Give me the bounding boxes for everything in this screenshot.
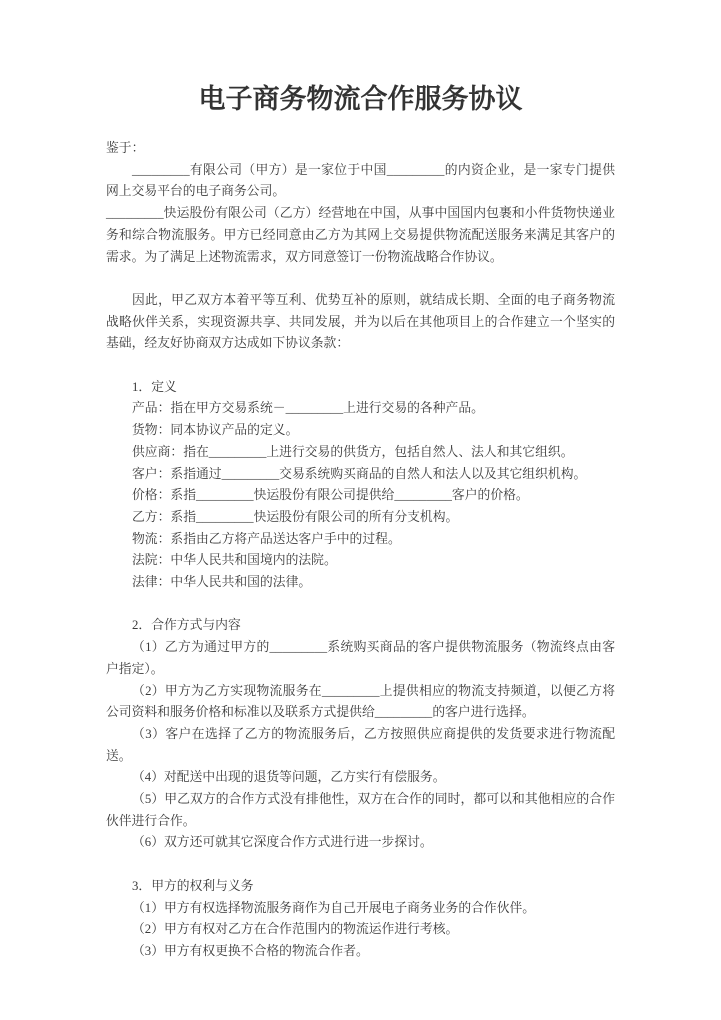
- preamble-whereas: 鉴于：: [106, 141, 145, 155]
- section-2-item: （5）甲乙双方的合作方式没有排他性，双方在合作的同时，都可以和其他相应的合作伙伴进行合作。: [106, 792, 615, 828]
- section-2-item: （4）对配送中出现的退货等问题，乙方实行有偿服务。: [132, 770, 446, 785]
- blank-line: [106, 268, 615, 290]
- section-3-heading: 3．甲方的权利与义务: [132, 878, 254, 893]
- section-1-item: 客户：系指通过_________交易系统购买商品的自然人和法人以及其它组织机构。: [132, 466, 587, 481]
- section-1-item: 法律：中华人民共和国的法律。: [132, 575, 312, 590]
- document-title: 电子商务物流合作服务协议: [198, 84, 523, 114]
- blank-line: [106, 355, 615, 377]
- section-2-item: （2）甲方为乙方实现物流服务在_________上提供相应的物流支持频道，以便乙方将公司资料和服务价格和标准以及联系方式提供给_________的客户进行选择。: [106, 683, 615, 720]
- section-1-heading: 1．定义: [132, 379, 177, 394]
- blank-line: [106, 854, 615, 876]
- section-1-item: 法院：中华人民共和国境内的法院。: [132, 553, 337, 568]
- section-1-item: 价格：系指_________快运股份有限公司提供给_________客户的价格。: [132, 488, 529, 503]
- section-2-heading: 2．合作方式与内容: [132, 618, 241, 633]
- section-1-item: 乙方：系指_________快运股份有限公司的所有分支机构。: [132, 509, 459, 524]
- preamble-therefore: 因此，甲乙双方本着平等互利、优势互补的原则，就结成长期、全面的电子商务物流战略伙伴关系，实现资源共享、共同发展，并为以后在其他项目上的合作建立一个坚实的基础，经友好协商双方达成如下协议条款：: [106, 292, 615, 351]
- section-1-item: 物流：系指由乙方将产品送达客户手中的过程。: [132, 531, 401, 546]
- section-2-item: （6）双方还可就其它深度合作方式进行进一步探讨。: [132, 835, 433, 850]
- section-2-item: （3）客户在选择了乙方的物流服务后，乙方按照供应商提供的发货要求进行物流配送。: [106, 726, 615, 763]
- section-1-item: 货物：同本协议产品的定义。: [132, 423, 299, 438]
- section-2-item: （1）乙方为通过甲方的_________系统购买商品的客户提供物流服务（物流终点由客户指定）。: [106, 640, 615, 676]
- section-3-item: （2）甲方有权对乙方在合作范围内的物流运作进行考核。: [132, 922, 459, 937]
- section-1-item: 供应商：指在_________上进行交易的供货方，包括自然人、法人和其它组织。: [132, 444, 574, 459]
- section-3-item: （1）甲方有权选择物流服务商作为自己开展电子商务业务的合作伙伴。: [132, 900, 536, 915]
- section-3-item: （3）甲方有权更换不合格的物流合作者。: [132, 943, 369, 958]
- blank-line: [106, 594, 615, 616]
- preamble-party-b: _________快运股份有限公司（乙方）经营地在中国，从事中国国内包裹和小件货物快递业务和综合物流服务。甲方已经同意由乙方为其网上交易提供物流配送服务来满足其客户的需求。为了满足上述物流需求，双方同意签订一份物流战略合作协议。: [106, 206, 615, 264]
- section-1-item: 产品：指在甲方交易系统－_________上进行交易的各种产品。: [132, 401, 484, 416]
- preamble-party-a: _________有限公司（甲方）是一家位于中国_________的内资企业，是一家专门提供网上交易平台的电子商务公司。: [106, 162, 615, 199]
